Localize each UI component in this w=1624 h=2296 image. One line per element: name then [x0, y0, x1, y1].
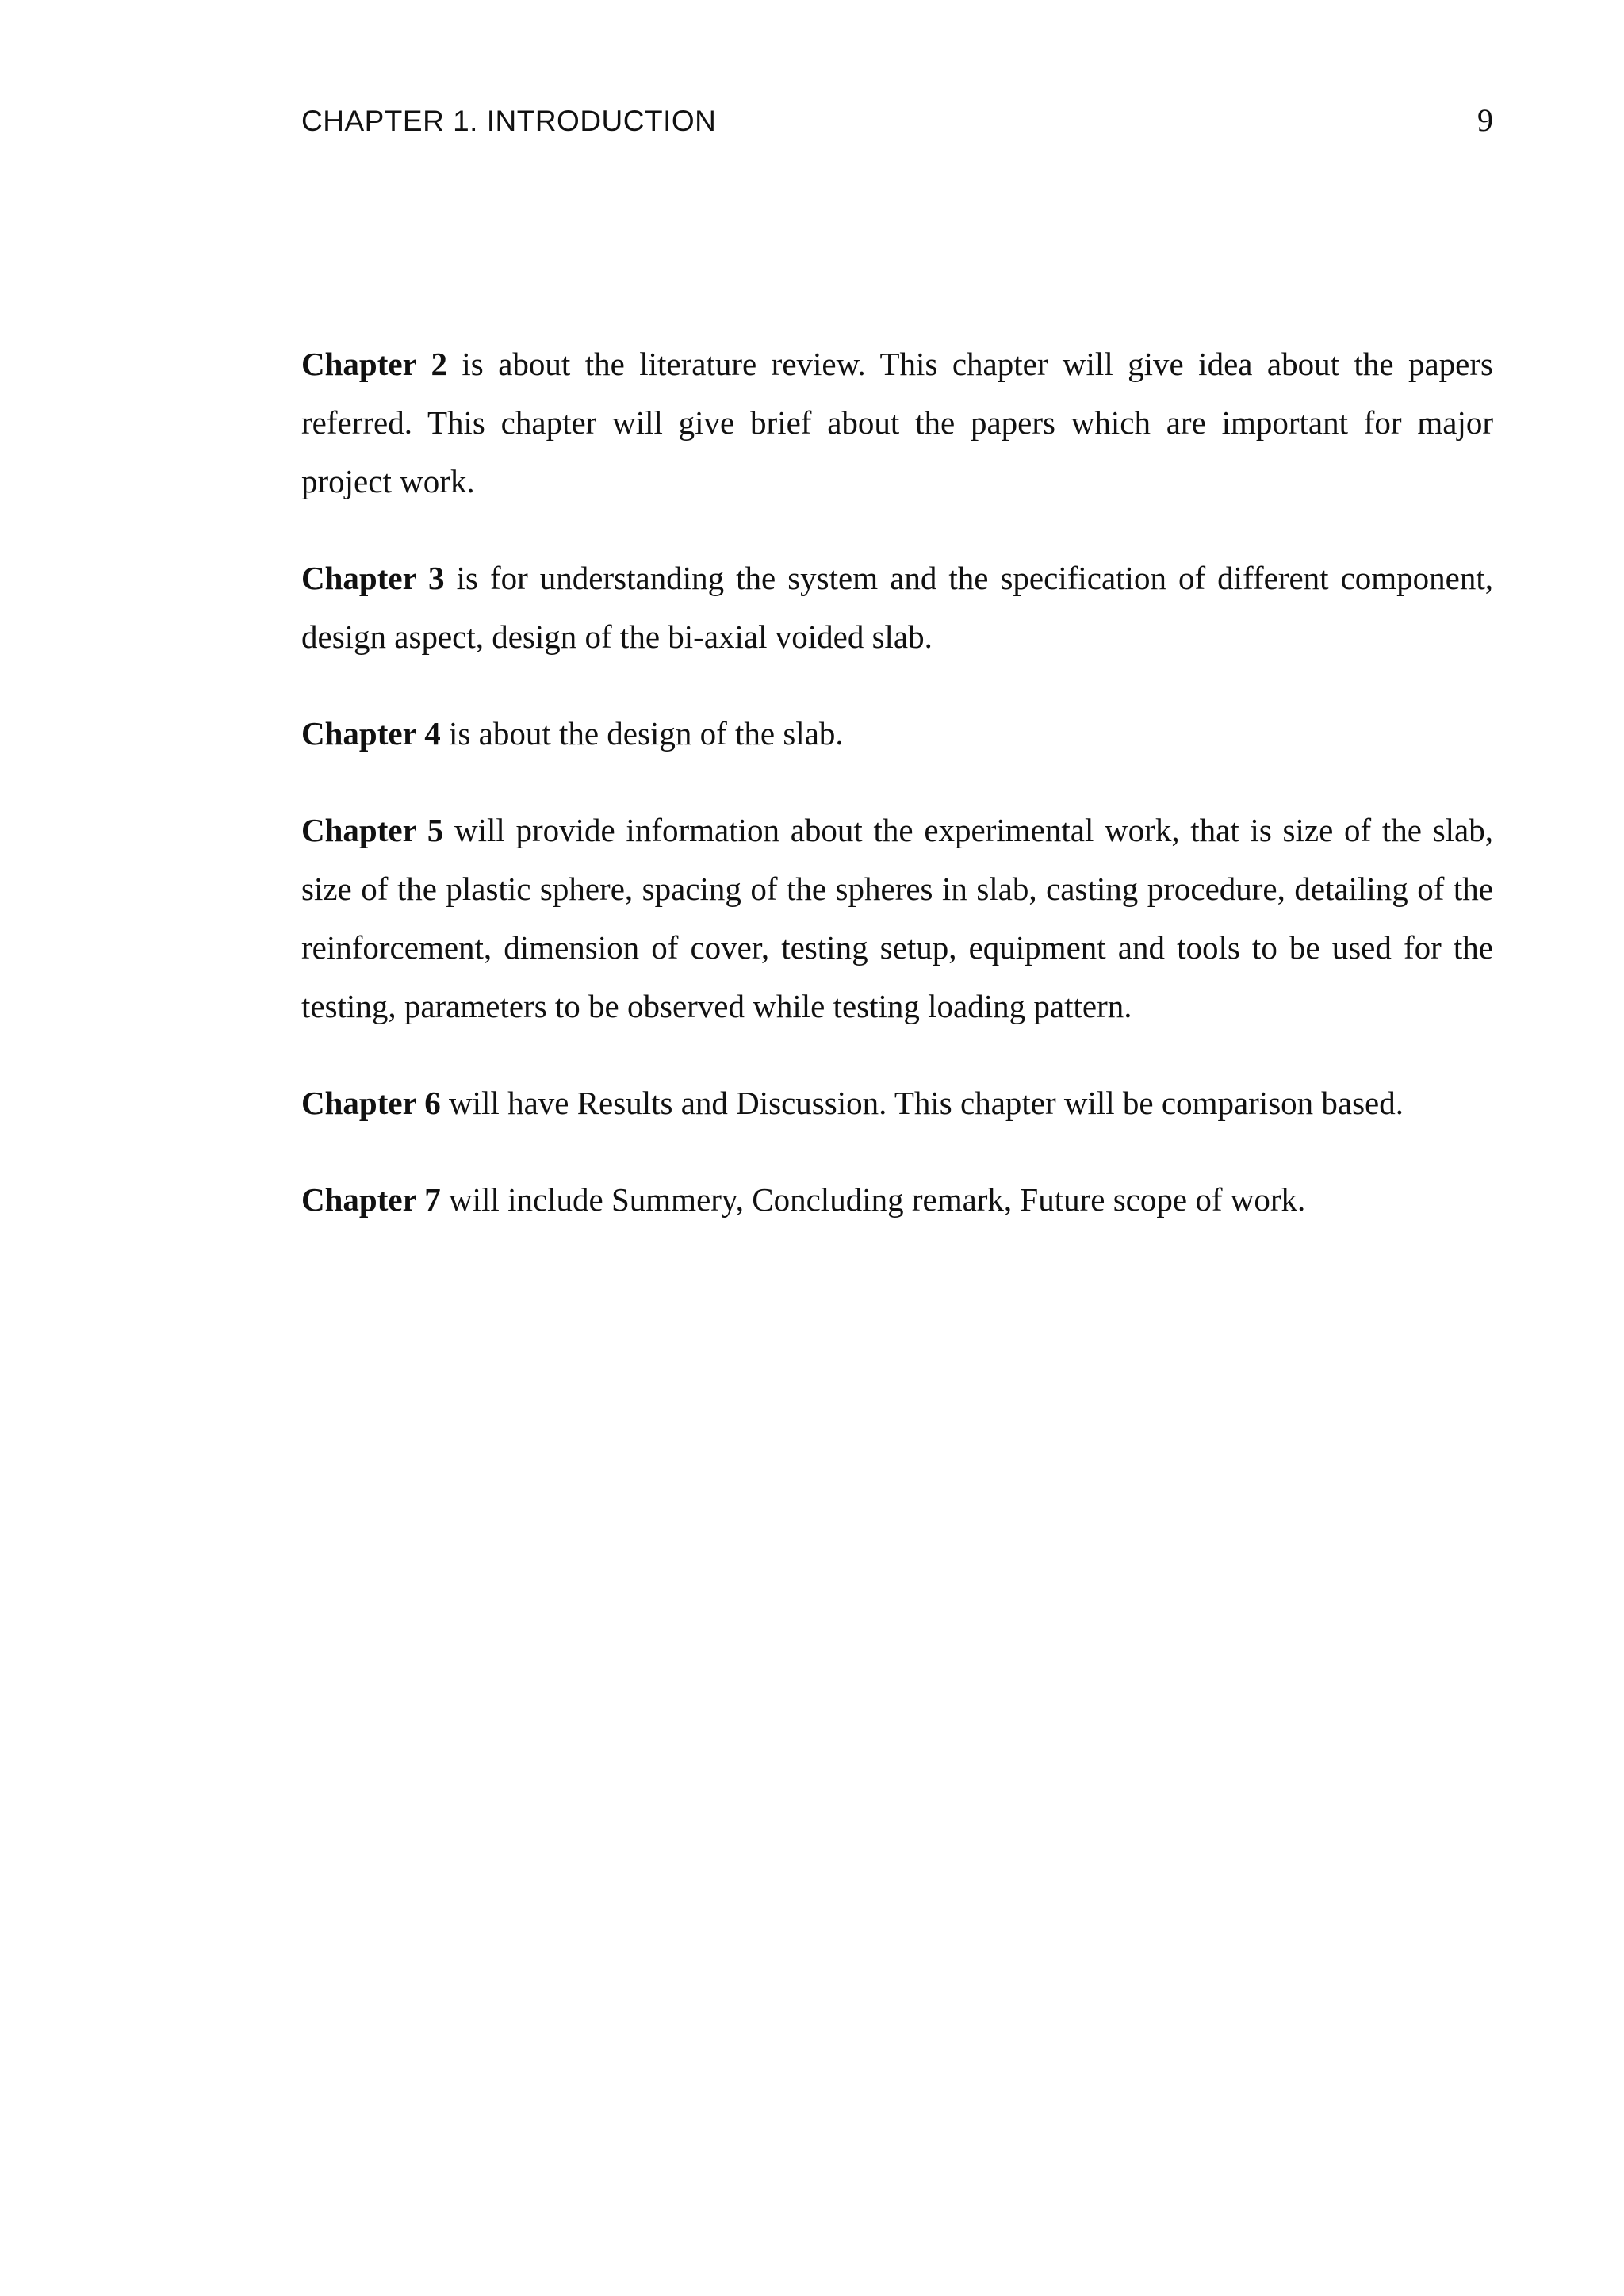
- chapter-2-label: Chapter 2: [301, 346, 447, 382]
- chapter-6-text: will have Results and Discussion. This chapter will be comparison based.: [440, 1085, 1404, 1121]
- paragraph-chapter-3: [301, 549, 1493, 666]
- chapter-7-label: Chapter 7: [301, 1181, 441, 1218]
- page-number: 9: [1477, 102, 1493, 138]
- paragraph-chapter-5: [301, 801, 1493, 1035]
- chapter-3-label: Chapter 3: [301, 560, 445, 596]
- chapter-5-text: will provide information about the experimental work, that is size of the slab, size of the plastic sphere, spacing of the spheres in slab, casting procedure, detailing of the reinforcement, dimension of cover, testing setup, equipment and tools to be used for the testing, parameters to be observed while testing loading pattern.: [301, 812, 1493, 1024]
- chapter-4-label: Chapter 4: [301, 715, 441, 752]
- chapter-4-text: is about the design of the slab.: [440, 715, 844, 752]
- paragraph-chapter-2: [301, 335, 1493, 511]
- paragraph-chapter-4: [301, 704, 1493, 763]
- body-text: [301, 335, 1493, 1267]
- chapter-5-label: Chapter 5: [301, 812, 444, 848]
- header-title: CHAPTER 1. INTRODUCTION: [301, 105, 717, 137]
- chapter-6-label: Chapter 6: [301, 1085, 441, 1121]
- running-header: [301, 101, 1493, 139]
- chapter-3-text: is for understanding the system and the specification of different component, design aspect, design of the bi-axial voided slab.: [301, 560, 1493, 655]
- chapter-2-text: is about the literature review. This chapter will give idea about the papers referred. This chapter will give brief about the papers which are important for major project work.: [301, 346, 1493, 499]
- paragraph-chapter-7: [301, 1170, 1493, 1229]
- chapter-7-text: will include Summery, Concluding remark, Future scope of work.: [440, 1181, 1306, 1218]
- paragraph-chapter-6: [301, 1073, 1493, 1132]
